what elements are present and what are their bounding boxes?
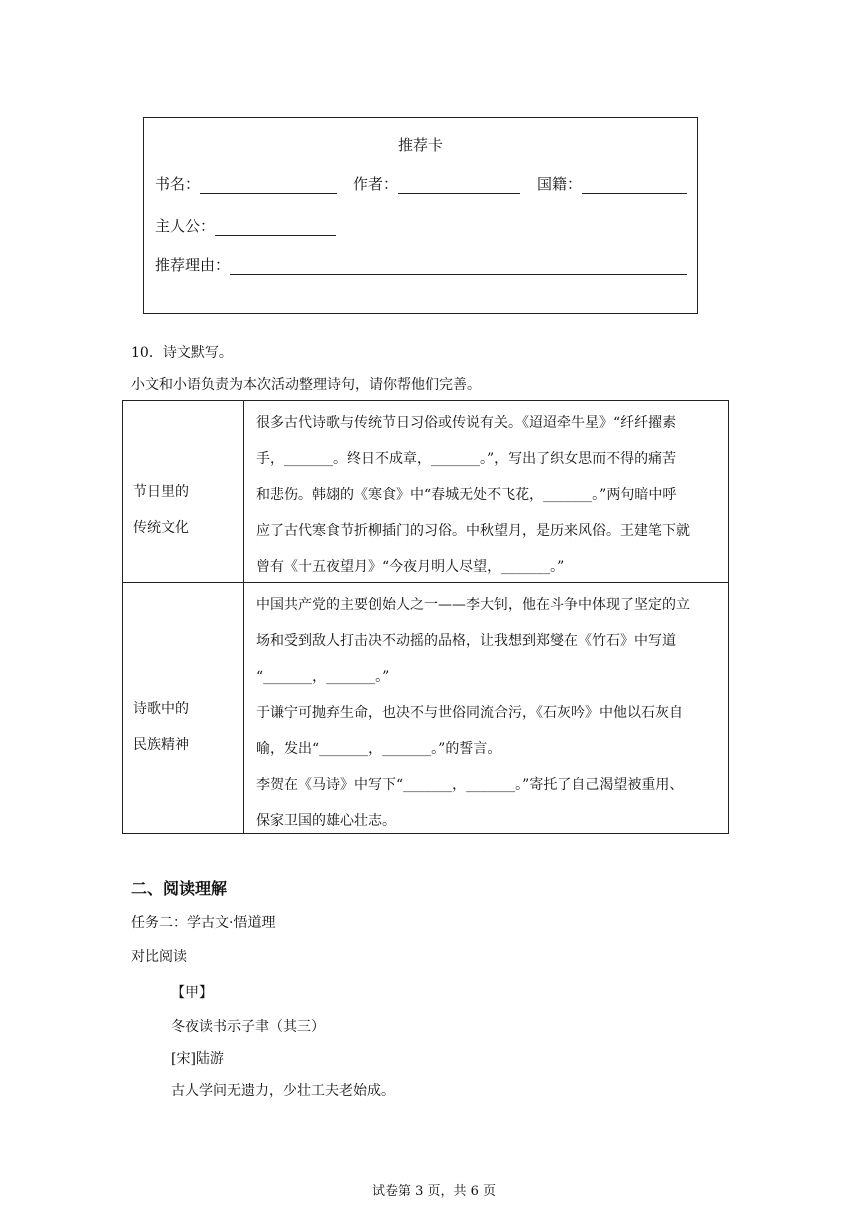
nationality-label: 国籍： [537,175,583,193]
poem-line: 古人学问无遗力，少壮工夫老始成。 [171,1083,395,1099]
author-label: 作者： [353,175,399,193]
page-footer: 试卷第 3 页，共 6 页 [371,1184,497,1199]
row-2-line: 中国共产党的主要创始人之一——李大钊，他在斗争中体现了坚定的立 [256,597,690,613]
row-2-line: “_______，_______。” [256,669,390,685]
row-2-header-line-2: 民族精神 [133,737,189,753]
row-1-content [256,405,726,585]
question-10-heading: 10．诗文默写。 [131,345,233,361]
author-blank [398,179,520,194]
task-2-label: 任务二：学古文·悟道理 [131,915,276,931]
book-name-blank [200,179,337,194]
protagonist-blank [215,221,336,236]
reason-label: 推荐理由： [155,256,231,274]
reason-blank [230,260,687,275]
row-2-content [256,587,726,839]
section-2-title: 二、阅读理解 [131,879,228,898]
row-1-line: 和悲伤。韩翃的《寒食》中“春城无处不飞花，_______。”两句暗中呼 [256,487,677,503]
row-1-line: 很多古代诗歌与传统节日习俗或传说有关。《迢迢牵牛星》“纤纤擢素 [256,415,677,431]
row-1-line: 应了古代寒食节折柳插门的习俗。中秋望月，是历来风俗。王建笔下就 [256,523,690,539]
question-10-intro: 小文和小语负责为本次活动整理诗句，请你帮他们完善。 [131,377,481,393]
row-2-line: 场和受到敌人打击决不动摇的品格，让我想到郑燮在《竹石》中写道 [256,633,676,649]
row-1-header-line-1: 节日里的 [133,484,189,500]
row-2-line: 于谦宁可抛弃生命，也决不与世俗同流合污，《石灰吟》中他以石灰自 [256,705,683,721]
recommendation-card [143,117,698,314]
row-1-line: 曾有《十五夜望月》“今夜月明人尽望，_______。” [256,559,565,575]
poem-table [122,400,729,834]
nationality-blank [582,179,687,194]
row-1-header-line-2: 传统文化 [133,520,189,536]
protagonist-label: 主人公： [155,217,216,235]
passage-marker: 【甲】 [171,985,213,1001]
nationality-field [537,173,687,194]
card-title: 推荐卡 [397,136,443,154]
table-column-divider [243,401,244,833]
reason-field [155,254,687,275]
row-2-header-line-1: 诗歌中的 [133,701,189,717]
compare-reading-label: 对比阅读 [131,949,187,965]
book-name-label: 书名： [155,175,201,193]
row-2-header [133,691,189,763]
row-1-line: 手，_______。终日不成章，_______。”，写出了织女思而不得的痛苦 [256,451,677,467]
row-2-line: 保家卫国的雄心壮志。 [256,813,396,829]
author-field [353,173,520,194]
poem-title: 冬夜读书示子聿（其三） [171,1019,325,1035]
row-1-header [133,474,189,546]
row-2-line: 喻，发出“_______，_______。”的誓言。 [256,741,502,757]
poem-author: [宋]陆游 [171,1051,224,1067]
protagonist-field [155,215,336,236]
row-2-line: 李贺在《马诗》中写下“_______，_______。”寄托了自己渴望被重用、 [256,777,684,793]
book-name-field [155,173,337,194]
